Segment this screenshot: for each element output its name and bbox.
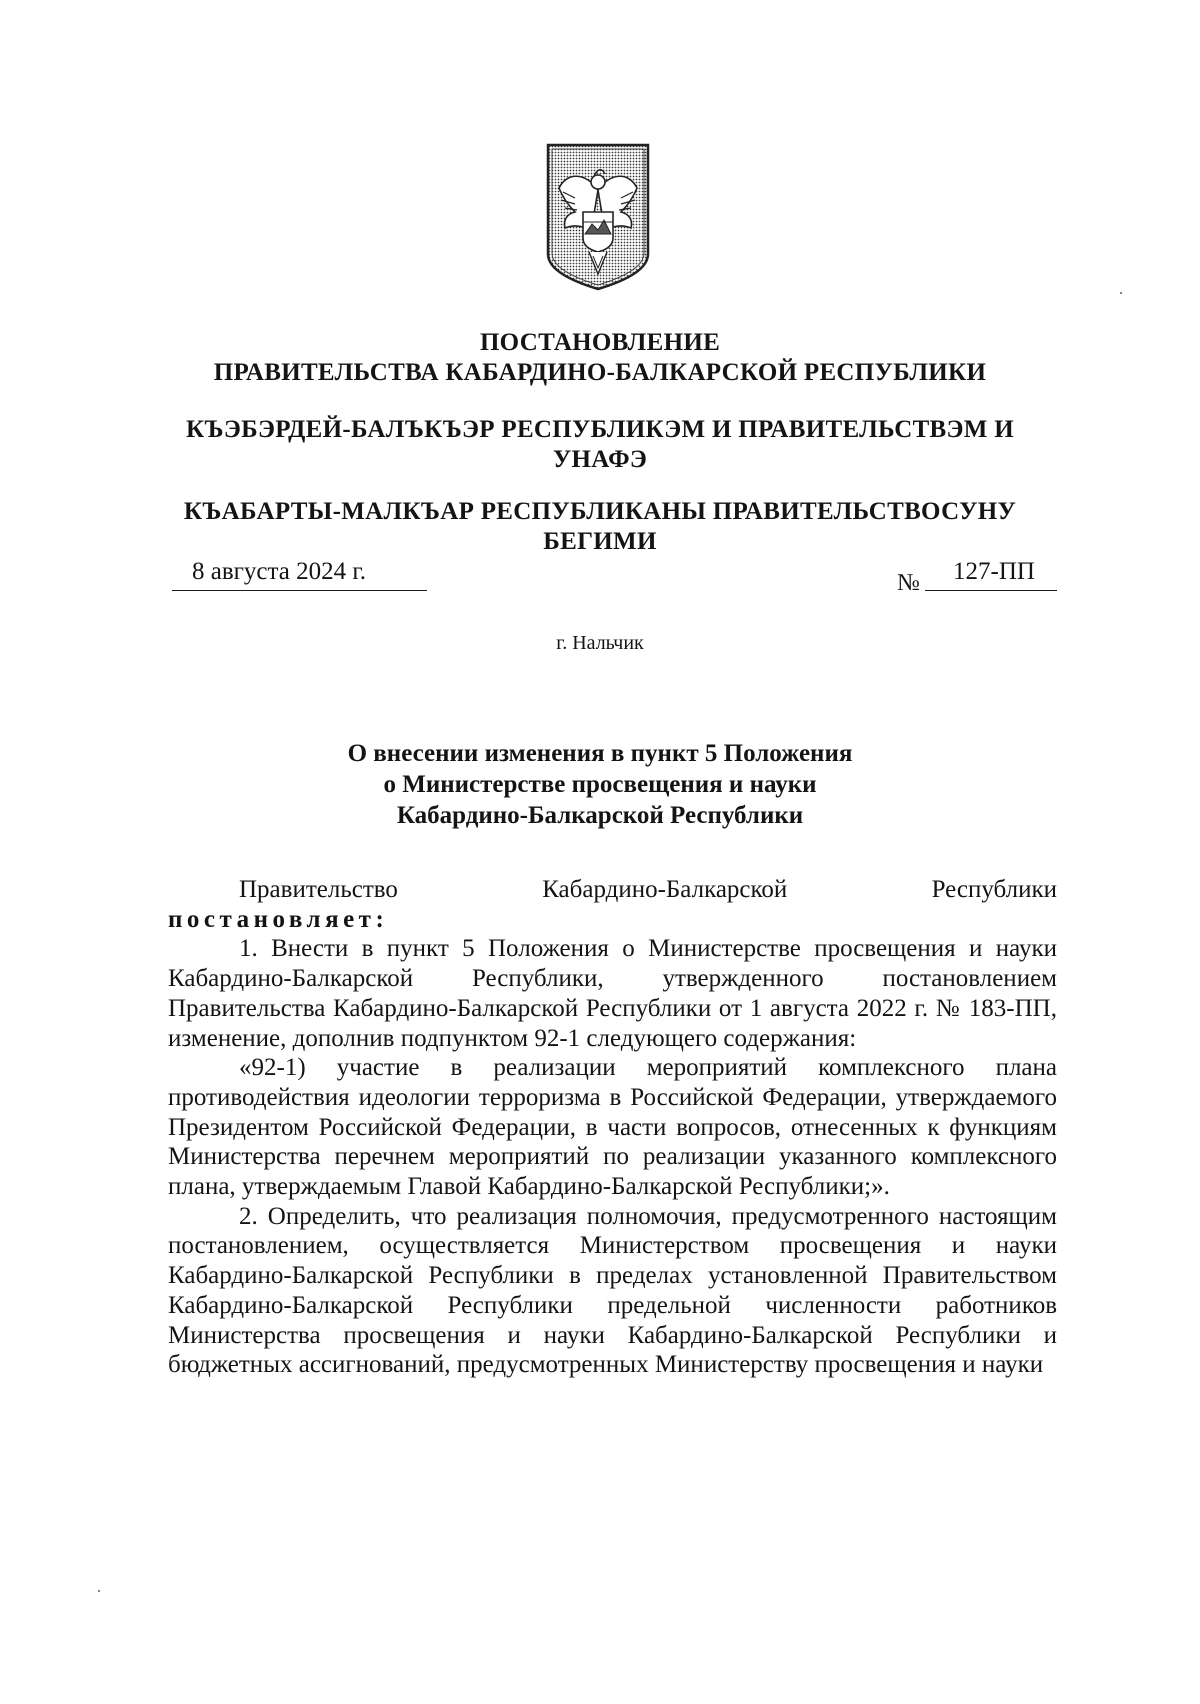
header-kbal-line1: КЪАБАРТЫ-МАЛКЪАР РЕСПУБЛИКАНЫ ПРАВИТЕЛЬСТВОСУНУ xyxy=(183,498,1017,525)
document-title xyxy=(200,738,1000,831)
header-ru-line1: ПОСТАНОВЛЕНИЕ xyxy=(479,329,721,356)
title-line3: Кабардино-Балкарской Республики xyxy=(396,802,804,829)
paragraph-1: 1. Внести в пункт 5 Положения о Министерстве просвещения и науки Кабардино-Балкарской Республики, утвержденного постановлением Правительства Кабардино-Балкарской Республики от 1 августа 2022 г. № 183-ПП, изменение, дополнив подпунктом 92-1 следующего содержания: xyxy=(168,935,1057,1052)
paragraph-2: «92-1) участие в реализации мероприятий комплексного плана противодействия идеологии терроризма в Российской Федерации, утверждаемого Президентом Российской Федерации, в части вопросов, отнесенных к функциям Министерства перечнем мероприятий по реализации указанного комплексного плана, утверждаемым Главой Кабардино-Балкарской Республики;». xyxy=(168,1054,1057,1201)
header-russian xyxy=(150,328,1050,388)
header-kab-line2: УНАФЭ xyxy=(552,446,648,473)
scan-speck xyxy=(98,1590,100,1592)
intro-word-government: Правительство xyxy=(239,876,398,903)
document-date: 8 августа 2024 г. xyxy=(172,557,427,591)
header-kabardian xyxy=(150,415,1050,475)
document-body xyxy=(168,875,1057,1380)
number-sign: № xyxy=(897,570,920,596)
intro-word-region: Кабардино-Балкарской xyxy=(542,876,788,903)
header-ru-line2: ПРАВИТЕЛЬСТВА КАБАРДИНО-БАЛКАРСКОЙ РЕСПУБЛИКИ xyxy=(213,359,987,386)
title-line1: О внесении изменения в пункт 5 Положения xyxy=(347,740,853,767)
document-number: 127-ПП xyxy=(925,557,1057,591)
header-kbal-line2: БЕГИМИ xyxy=(543,528,657,555)
paragraph-3: 2. Определить, что реализация полномочия, предусмотренного настоящим постановлением, осуществляется Министерством просвещения и науки Кабардино-Балкарской Республики в пределах установленной Правительством Кабардино-Балкарской Республики предельной численности работников Министерства просвещения и науки Кабардино-Балкарской Республики и бюджетных ассигнований, предусмотренных Министерству просвещения и науки xyxy=(168,1202,1057,1379)
kbr-coat-of-arms-icon xyxy=(545,142,651,292)
intro-word-republic: Республики xyxy=(931,876,1057,903)
header-kab-line1: КЪЭБЭРДЕЙ-БАЛЪКЪЭР РЕСПУБЛИКЭМ И ПРАВИТЕЛЬСТВЭМ И xyxy=(186,416,1014,443)
intro-line xyxy=(168,875,1057,905)
title-line2: о Министерстве просвещения и науки xyxy=(383,771,817,798)
document-city: г. Нальчик xyxy=(556,632,644,654)
decree-word: постановляет: xyxy=(168,905,389,933)
scan-speck xyxy=(1120,292,1122,294)
header-karachay-balkar xyxy=(150,497,1050,557)
